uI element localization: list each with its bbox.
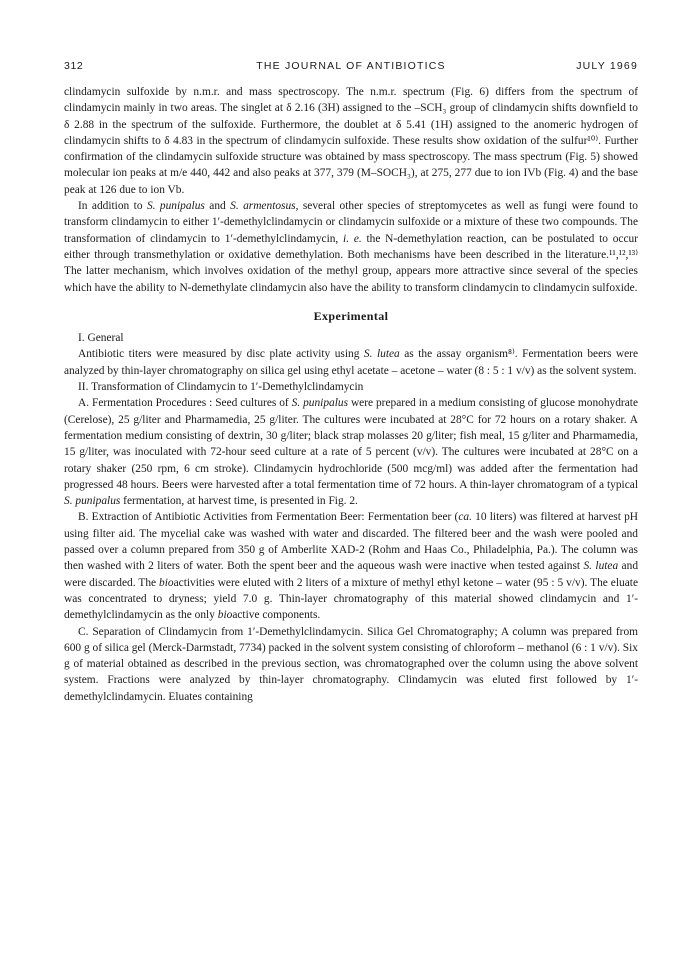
paragraph-other-species: In addition to S. punipalus and S. armentosus, several other species of streptomycetes as well as fungi were found to transform clindamycin to either 1′-demethylclindamycin or clindamycin sulfoxide or a mixture of these two compounds. The transformation of clindamycin to 1′-demethylclindamycin, i. e. the N-demethylation reaction, can be postulated to occur either through transmethylation or oxidative demethylation. Both mechanisms have been described in the literature.¹¹,¹²,¹³⁾ The latter mechanism, which involves oxidation of the methyl group, appears more attractive since several of the species which have the ability to N-demethylate clindamycin also have the ability to transform clindamycin to clindamycin sulfoxide. [64, 200, 638, 294]
journal-title: THE JOURNAL OF ANTIBIOTICS [256, 60, 446, 72]
running-head [64, 60, 638, 74]
paragraph-extraction: B. Extraction of Antibiotic Activities from Fermentation Beer: Fermentation beer (ca. 10 liters) was filtered at harvest pH using filter aid. The mycelial cake was washed with water and discarded. The filtered beer and the wash were pooled and passed over a column prepared from 350 g of Amberlite XAD-2 (Rohm and Haas Co., Philadelphia, Pa.). The column was then washed with 2 liters of water. Both the spent beer and the aqueous wash were inactive when tested against S. lutea and were discarded. The bioactivities were eluted with 2 liters of a mixture of methyl ethyl ketone – water (95 : 5 v/v). The eluate was concentrated to dryness; yield 7.0 g. Thin-layer chromatography of this material showed clindamycin and 1′-demethylclindamycin as the only bioactive components. [64, 511, 639, 622]
species-name: S. punipalus [291, 397, 349, 410]
paragraph-fermentation: A. Fermentation Procedures : Seed cultures of S. punipalus were prepared in a medium consisting of glucose monohydrate (Cerelose), 25 g/liter and Pharmamedia, 25 g/liter. The cultures were incubated at 28°C for 72 hours on a rotary shaker. A fermentation medium consisting of dextrin, 30 g/liter; black strap molasses 20 g/liter; fish meal, 15 g/liter and Pharmamedia, 15 g/liter, was inoculated with 72-hour seed culture at a rate of 5 percent (v/v). The cultures were incubated at 28°C on a rotary shaker (250 rpm, 6 cm stroke). Clindamycin hydrochloride (500 mcg/ml) was added after the fermentation had progressed 48 hours. Beers were harvested after a total fermentation time of 72 hours. A thin-layer chromatogram of a typical S. punipalus fermentation, at harvest time, is presented in Fig. 2. [64, 397, 639, 508]
species-name: S. punipalus [146, 200, 205, 213]
issue-date: JULY 1969 [576, 60, 638, 72]
species-name: S. lutea [583, 560, 619, 573]
subsection-title-transformation: II. Transformation of Clindamycin to 1′-Demethylclindamycin [78, 381, 364, 394]
article-body [64, 84, 638, 705]
paragraph-general: Antibiotic titers were measured by disc plate activity using S. lutea as the assay organism⁸⁾. Fermentation beers were analyzed by thin-layer chromatography on silica gel using ethyl acetate – acetone – water (8 : 5 : 1 v/v) as the solvent system. [64, 348, 638, 377]
section-heading-experimental: Experimental [313, 308, 389, 323]
species-name: S. armentosus [230, 200, 296, 213]
species-name: S. punipalus [64, 495, 121, 508]
subsection-title-general: I. General [78, 332, 124, 345]
paragraph-nmr-mass: clindamycin sulfoxide by n.m.r. and mass spectroscopy. The n.m.r. spectrum (Fig. 6) differs from the spectrum of clindamycin mainly in two areas. The singlet at δ 2.16 (3H) assigned to the –SCH₃ group of clindamycin shifts downfield to δ 2.88 in the spectrum of the sulfoxide. Furthermore, the doublet at δ 5.41 (1H) assigned to the anomeric hydrogen of clindamycin shifts to δ 4.83 in the spectrum of clindamycin sulfoxide. These results show oxidation of the sulfur¹⁰⁾. Further confirmation of the clindamycin sulfoxide structure was obtained by mass spectroscopy. The mass spectrum (Fig. 5) showed molecular ion peaks at m/e 440, 442 and also peaks at 377, 379 (M–SOCH₃), at 275, 277 due to ion IVb (Fig. 4) and the base peak at 126 due to ion Vb. [64, 86, 638, 196]
species-name: S. lutea [363, 348, 400, 361]
paragraph-separation: C. Separation of Clindamycin from 1′-Demethylclindamycin. Silica Gel Chromatography; A column was prepared from 600 g of silica gel (Merck-Darmstadt, 7734) packed in the solvent system consisting of chloroform – methanol (6 : 1 v/v). Six g of material obtained as described in the previous section, was chromatographed over the column using the above solvent system. Fractions were analyzed by thin-layer chromatography. Clindamycin was eluted first followed by 1′-demethylclindamycin. Eluates containing [64, 625, 638, 703]
page-number: 312 [64, 60, 84, 72]
